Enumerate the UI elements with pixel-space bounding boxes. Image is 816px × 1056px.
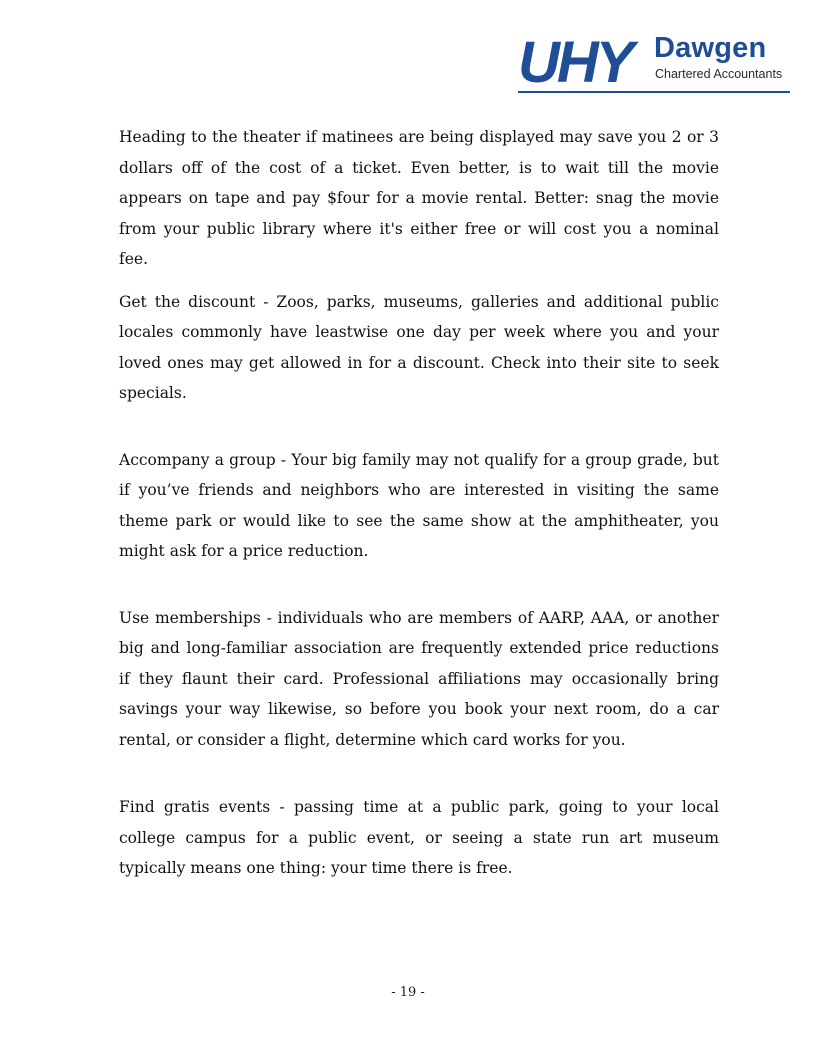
page-body [119,122,719,884]
paragraph-memberships: Use memberships - individuals who are members of AARP, AAA, or another big and long-familiar association are frequently extended price reductions if they flaunt their card. Professional affiliations may occasionally bring savings your way likewise, so before you book your next room, do a car rental, or consider a flight, determine which card works for you. [119,608,719,749]
uhy-logo-text: UHY [518,30,632,95]
paragraph-free-events: Find gratis events - passing time at a public park, going to your local college campus for a public event, or seeing a state run art museum typically means one thing: your time there is free. [119,798,719,877]
page-number: - 19 - [391,985,425,1000]
logo-underline [518,91,790,93]
brand-name: Dawgen [654,32,767,64]
paragraph-group: Accompany a group - Your big family may not qualify for a group grade, but if you’ve friends and neighbors who are interested in visiting the same theme park or would like to see the same show at the amphitheater, you might ask for a price reduction. [119,450,719,560]
paragraph-matinees: Heading to the theater if matinees are being displayed may save you 2 or 3 dollars off of the cost of a ticket. Even better, is to wait till the movie appears on tape and pay $four for a movie rental. Better: snag the movie from your public library where it's either free or will cost you a nominal fee. [119,128,719,268]
company-logo [518,30,792,104]
paragraph-discount: Get the discount - Zoos, parks, museums, galleries and additional public locales commonly have leastwise one day per week where you and your loved ones may get allowed in for a discount. Check into their site to seek specials. [119,292,719,402]
brand-tagline: Chartered Accountants [655,67,783,81]
